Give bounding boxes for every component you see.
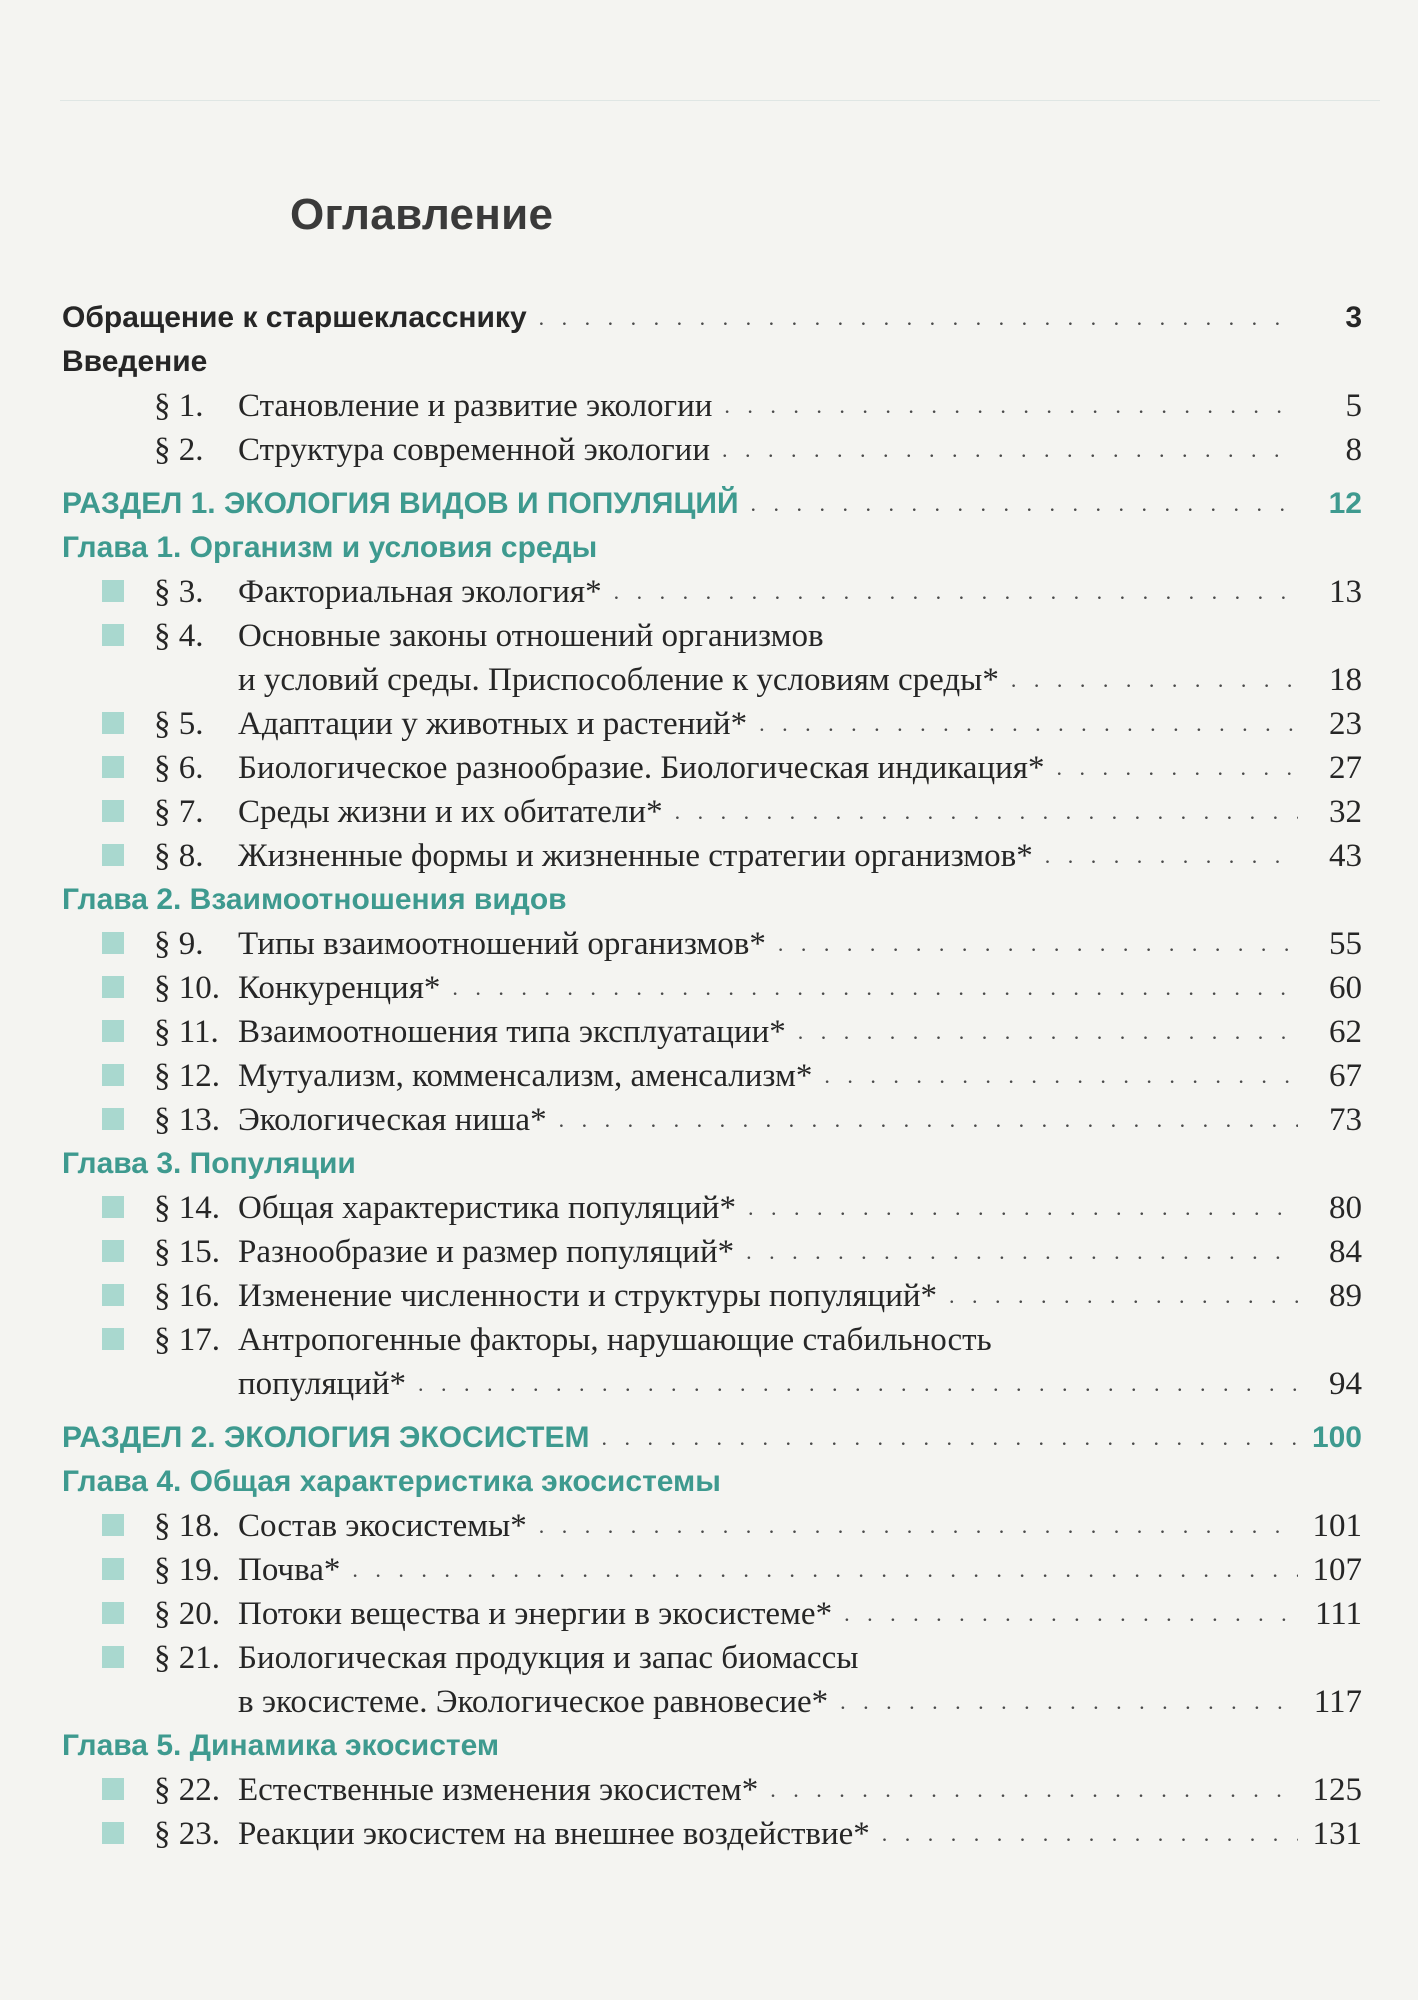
leader-dots [751, 482, 1298, 526]
leader-dots [1056, 746, 1298, 790]
leader-dots [1045, 834, 1298, 878]
page-number: 27 [1329, 750, 1362, 786]
page-number: 23 [1329, 706, 1362, 742]
marker-square-icon [102, 976, 124, 998]
page-number: 80 [1329, 1190, 1362, 1226]
leader-dots [778, 922, 1298, 966]
section-number: § 5. [154, 706, 204, 742]
toc-entry-text: и условий среды. Приспособление к условиям среды* [238, 662, 999, 698]
toc-entry[interactable] [62, 702, 1362, 746]
toc-entry[interactable] [62, 1230, 1362, 1274]
toc-entry[interactable] [62, 1010, 1362, 1054]
toc-entry[interactable] [62, 1318, 1362, 1362]
toc-entry-text: Основные законы отношений организмов [238, 618, 824, 654]
toc-entry[interactable] [62, 922, 1362, 966]
toc-entry[interactable] [62, 1504, 1362, 1548]
marker-square-icon [102, 800, 124, 822]
toc-entry-text: Биологическое разнообразие. Биологическая индикация* [238, 750, 1045, 786]
section-number: § 12. [154, 1058, 220, 1094]
page-number: 67 [1329, 1058, 1362, 1094]
section-number: § 22. [154, 1772, 220, 1808]
marker-square-icon [102, 1020, 124, 1042]
marker-square-icon [102, 844, 124, 866]
section-number: § 11. [154, 1014, 219, 1050]
section-number: § 13. [154, 1102, 220, 1138]
marker-square-icon [102, 1196, 124, 1218]
chapter-heading-3[interactable] [62, 1142, 1362, 1186]
toc-entry-text: Обращение к старшекласснику [62, 301, 527, 334]
toc-entry[interactable] [62, 746, 1362, 790]
leader-dots [352, 1548, 1298, 1592]
chapter-title: Глава 4. Общая характеристика экосистемы [62, 1465, 721, 1498]
toc-entry-text: популяций* [238, 1366, 406, 1402]
leader-dots [724, 384, 1298, 428]
toc-entry-text: Среды жизни и их обитатели* [238, 794, 663, 830]
section-number: § 8. [154, 838, 204, 874]
section-number: § 15. [154, 1234, 220, 1270]
toc-entry-continuation[interactable] [62, 1362, 1362, 1406]
leader-dots [559, 1098, 1298, 1142]
toc-entry[interactable] [62, 1768, 1362, 1812]
toc-entry-text: Взаимоотношения типа эксплуатации* [238, 1014, 786, 1050]
leader-dots [1011, 658, 1298, 702]
leader-dots [882, 1812, 1298, 1856]
toc-entry-text: Адаптации у животных и растений* [238, 706, 748, 742]
toc-entry-text: Мутуализм, комменсализм, аменсализм* [238, 1058, 813, 1094]
page-number: 5 [1345, 388, 1362, 424]
section-number: § 7. [154, 794, 204, 830]
marker-square-icon [102, 1240, 124, 1262]
toc-entry[interactable] [62, 1186, 1362, 1230]
page-number: 89 [1329, 1278, 1362, 1314]
section-number: § 2. [154, 432, 204, 468]
section-number: § 17. [154, 1322, 220, 1358]
page-number: 125 [1312, 1772, 1362, 1808]
toc-entry[interactable] [62, 1812, 1362, 1856]
marker-square-icon [102, 1602, 124, 1624]
toc-entry[interactable] [62, 428, 1362, 472]
leader-dots [840, 1680, 1298, 1724]
leader-dots [539, 296, 1298, 340]
page-number: 18 [1329, 662, 1362, 698]
part-heading-1[interactable] [62, 482, 1362, 526]
toc-entry-text: Биологическая продукция и запас биомассы [238, 1640, 859, 1676]
toc-entry[interactable] [62, 966, 1362, 1010]
marker-square-icon [102, 932, 124, 954]
section-number: § 10. [154, 970, 220, 1006]
toc-entry-continuation[interactable] [62, 658, 1362, 702]
section-number: § 6. [154, 750, 204, 786]
leader-dots [452, 966, 1298, 1010]
chapter-heading-2[interactable] [62, 878, 1362, 922]
toc-entry[interactable] [62, 790, 1362, 834]
leader-dots [798, 1010, 1298, 1054]
page-number: 13 [1329, 574, 1362, 610]
section-number: § 9. [154, 926, 204, 962]
marker-square-icon [102, 624, 124, 646]
toc-entry[interactable] [62, 1054, 1362, 1098]
marker-square-icon [102, 1822, 124, 1844]
leader-dots [539, 1504, 1298, 1548]
leader-dots [746, 1230, 1298, 1274]
toc-entry[interactable] [62, 570, 1362, 614]
leader-dots [824, 1054, 1298, 1098]
chapter-heading-4[interactable] [62, 1460, 1362, 1504]
page-title: Оглавление [290, 190, 554, 239]
page-number: 84 [1329, 1234, 1362, 1270]
toc-entry-text: Общая характеристика популяций* [238, 1190, 736, 1226]
toc-entry-text: Разнообразие и размер популяций* [238, 1234, 735, 1270]
page-number: 3 [1345, 301, 1362, 334]
part-title: РАЗДЕЛ 2. ЭКОЛОГИЯ ЭКОСИСТЕМ [62, 1421, 590, 1454]
header-rule [60, 100, 1380, 137]
section-number: § 23. [154, 1816, 220, 1852]
section-number: § 21. [154, 1640, 220, 1676]
section-number: § 3. [154, 574, 204, 610]
marker-square-icon [102, 1108, 124, 1130]
marker-square-icon [102, 1328, 124, 1350]
toc-entry[interactable] [62, 1274, 1362, 1318]
marker-square-icon [102, 1284, 124, 1306]
leader-dots [722, 428, 1298, 472]
page-number: 60 [1329, 970, 1362, 1006]
toc-entry-text: Реакции экосистем на внешнее воздействие* [238, 1816, 870, 1852]
page-number: 101 [1312, 1508, 1362, 1544]
leader-dots [675, 790, 1298, 834]
marker-square-icon [102, 712, 124, 734]
toc-entry-text: Факториальная экология* [238, 574, 602, 610]
leader-dots [748, 1186, 1298, 1230]
section-number: § 4. [154, 618, 204, 654]
toc-entry[interactable] [62, 1098, 1362, 1142]
marker-square-icon [102, 1646, 124, 1668]
page-number: 55 [1329, 926, 1362, 962]
leader-dots [614, 570, 1298, 614]
page-number: 111 [1314, 1596, 1362, 1632]
toc-entry-continuation[interactable] [62, 1680, 1362, 1724]
toc-entry[interactable] [62, 1636, 1362, 1680]
leader-dots [844, 1592, 1298, 1636]
chapter-title: Глава 1. Организм и условия среды [62, 531, 598, 564]
page-number: 117 [1313, 1684, 1362, 1720]
marker-square-icon [102, 1778, 124, 1800]
page-number: 94 [1329, 1366, 1362, 1402]
toc-entry-address[interactable] [62, 296, 1362, 340]
toc-entry-text: Антропогенные факторы, нарушающие стабильность [238, 1322, 992, 1358]
page-number: 107 [1312, 1552, 1362, 1588]
page-number: 100 [1311, 1421, 1362, 1454]
toc-entry-text: Конкуренция* [238, 970, 441, 1006]
section-number: § 18. [154, 1508, 220, 1544]
toc-entry-text: Экологическая ниша* [238, 1102, 547, 1138]
chapter-title: Глава 5. Динамика экосистем [62, 1729, 500, 1762]
page-number: 32 [1329, 794, 1362, 830]
chapter-title: Глава 3. Популяции [62, 1147, 356, 1180]
toc-entry[interactable] [62, 834, 1362, 878]
section-number: § 16. [154, 1278, 220, 1314]
toc-entry-text: Становление и развитие экологии [238, 388, 713, 424]
toc-entry-text: Естественные изменения экосистем* [238, 1772, 759, 1808]
leader-dots [770, 1768, 1298, 1812]
toc-entry-text: Введение [62, 345, 208, 378]
leader-dots [418, 1362, 1298, 1406]
section-number: § 1. [154, 388, 204, 424]
toc-entry-text: Типы взаимоотношений организмов* [238, 926, 766, 962]
toc-entry[interactable] [62, 614, 1362, 658]
toc-entry-text: Потоки вещества и энергии в экосистеме* [238, 1596, 833, 1632]
page-number: 73 [1329, 1102, 1362, 1138]
marker-square-icon [102, 1514, 124, 1536]
leader-dots [759, 702, 1298, 746]
toc-entry-text: Почва* [238, 1552, 341, 1588]
page-number: 43 [1329, 838, 1362, 874]
part-title: РАЗДЕЛ 1. ЭКОЛОГИЯ ВИДОВ И ПОПУЛЯЦИЙ [62, 487, 739, 520]
page-number: 62 [1329, 1014, 1362, 1050]
leader-dots [949, 1274, 1298, 1318]
page-number: 8 [1345, 432, 1362, 468]
section-number: § 14. [154, 1190, 220, 1226]
toc-entry-introduction[interactable] [62, 340, 1362, 384]
section-number: § 19. [154, 1552, 220, 1588]
chapter-heading-5[interactable] [62, 1724, 1362, 1768]
toc-entry-text: в экосистеме. Экологическое равновесие* [238, 1684, 829, 1720]
toc-entry[interactable] [62, 384, 1362, 428]
marker-square-icon [102, 756, 124, 778]
marker-square-icon [102, 580, 124, 602]
part-heading-2[interactable] [62, 1416, 1362, 1460]
page-number: 131 [1312, 1816, 1362, 1852]
chapter-heading-1[interactable] [62, 526, 1362, 570]
toc-entry[interactable] [62, 1548, 1362, 1592]
toc-entry-text: Изменение численности и структуры популяций* [238, 1278, 938, 1314]
toc-entry-text: Состав экосистемы* [238, 1508, 527, 1544]
toc-entry-text: Жизненные формы и жизненные стратегии организмов* [238, 838, 1033, 874]
marker-square-icon [102, 1558, 124, 1580]
marker-square-icon [102, 1064, 124, 1086]
chapter-title: Глава 2. Взаимоотношения видов [62, 883, 567, 916]
page-number: 12 [1328, 487, 1362, 520]
table-of-contents [62, 296, 1362, 1856]
toc-entry[interactable] [62, 1592, 1362, 1636]
leader-dots [602, 1416, 1298, 1460]
toc-entry-text: Структура современной экологии [238, 432, 710, 468]
section-number: § 20. [154, 1596, 220, 1632]
